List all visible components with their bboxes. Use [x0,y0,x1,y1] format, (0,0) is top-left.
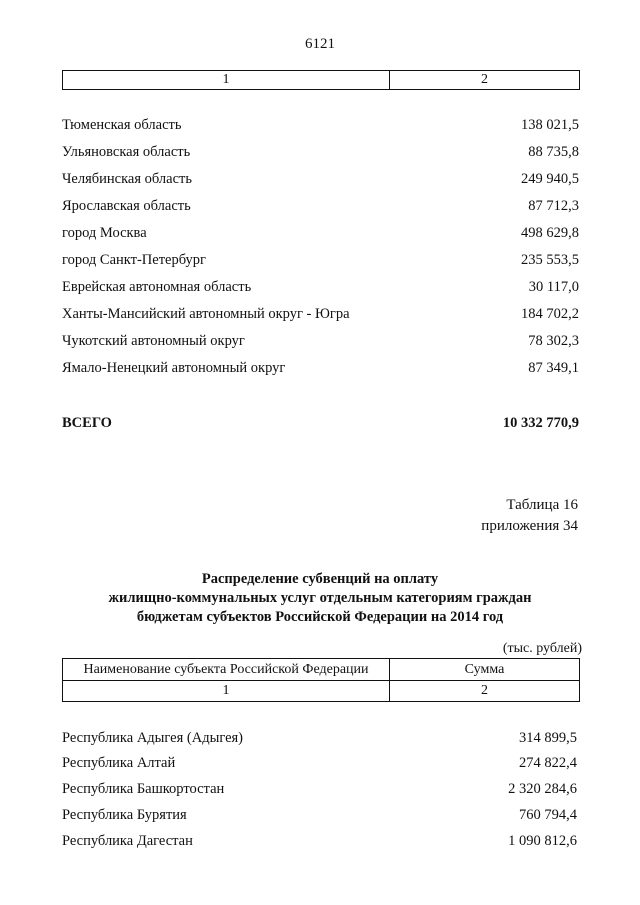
amount-value: 87 712,3 [528,198,579,214]
region-name: Челябинская область [62,171,192,187]
amount-value: 249 940,5 [521,171,579,187]
region-name: Тюменская область [62,117,182,133]
region-name: Ульяновская область [62,144,191,160]
region-name: Ярославская область [62,198,191,214]
table1-col1-number: 1 [222,72,230,87]
total-label: ВСЕГО [62,415,112,431]
region-name: Ханты-Мансийский автономный округ - Югра [62,306,350,322]
units-label: (тыс. рублей) [502,641,582,656]
amount-value: 184 702,2 [521,306,579,322]
table2-column-header [62,658,580,680]
amount-value: 314 899,5 [519,730,577,746]
table2-column-numbers [62,680,580,702]
amount-value: 138 021,5 [521,117,579,133]
region-name: Ямало-Ненецкий автономный округ [62,360,286,376]
amount-value: 87 349,1 [528,360,579,376]
region-name: Чукотский автономный округ [62,333,245,349]
region-name: Республика Дагестан [62,833,193,849]
amount-value: 2 320 284,6 [508,781,577,797]
table1-column-header [62,70,580,90]
region-name: город Санкт-Петербург [62,252,207,268]
table2-col2-number: 2 [389,681,579,701]
table1-col2-number: 2 [389,71,579,89]
page-number: 6121 [305,36,335,52]
column-header-name: Наименование субъекта Российской Федерации [83,661,369,677]
amount-value: 274 822,4 [519,755,577,771]
table-title-line-1: Распределение субвенций на оплату [201,571,439,587]
region-name: Республика Адыгея (Адыгея) [62,730,244,746]
table-title-line-2: жилищно-коммунальных услуг отдельным категориям граждан [108,590,532,606]
region-name: город Москва [62,225,147,241]
table-caption [481,495,578,537]
amount-value: 88 735,8 [528,144,579,160]
column-header-sum: Сумма [389,659,579,680]
appendix-reference: приложения 34 [481,518,578,534]
amount-value: 30 117,0 [528,279,579,295]
region-name: Республика Бурятия [62,807,187,823]
table-title-line-3: бюджетам субъектов Российской Федерации на 2014 год [136,609,504,625]
total-value: 10 332 770,9 [502,415,579,431]
region-name: Республика Алтай [62,755,176,771]
region-name: Республика Башкортостан [62,781,225,797]
amount-value: 235 553,5 [521,252,579,268]
amount-value: 760 794,4 [519,807,577,823]
amount-value: 498 629,8 [521,225,579,241]
amount-value: 1 090 812,6 [508,833,577,849]
region-name: Еврейская автономная область [62,279,252,295]
table-number: Таблица 16 [506,497,578,513]
table2-col1-number: 1 [222,683,230,698]
amount-value: 78 302,3 [528,333,579,349]
